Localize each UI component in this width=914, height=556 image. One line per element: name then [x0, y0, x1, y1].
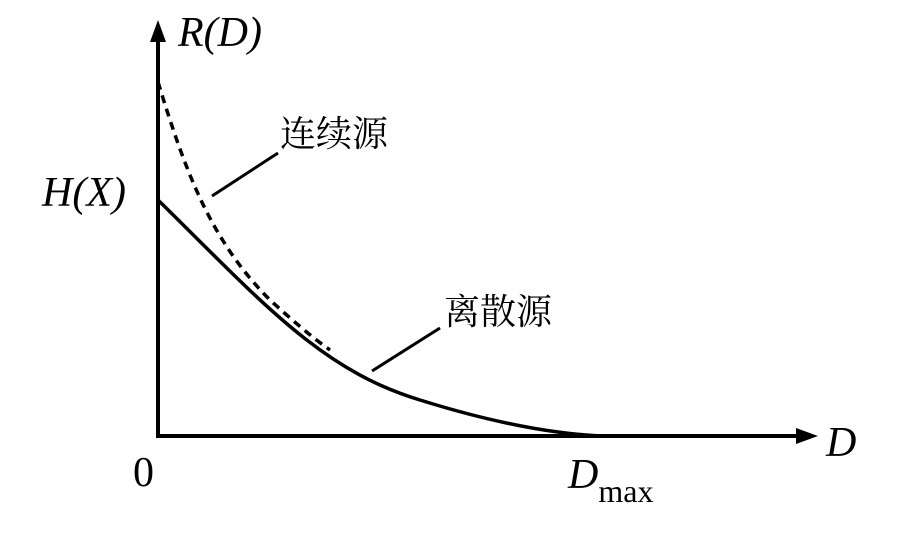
continuous-leader-line: [212, 153, 278, 196]
dmax-label: [567, 452, 653, 509]
dmax-label-subscript: max: [598, 473, 654, 509]
continuous-source-label: 连续源: [280, 114, 389, 155]
discrete-source-label: 离散源: [444, 292, 553, 333]
discrete-leader-line: [372, 328, 440, 371]
x-axis-arrowhead: [796, 428, 818, 444]
origin-label: 0: [133, 450, 154, 496]
hx-label: H(X): [42, 170, 126, 216]
x-axis-label: D: [826, 420, 857, 466]
y-axis-label: R(D): [178, 10, 262, 56]
dmax-label-base: D: [568, 452, 599, 498]
y-axis-arrowhead: [150, 20, 166, 42]
